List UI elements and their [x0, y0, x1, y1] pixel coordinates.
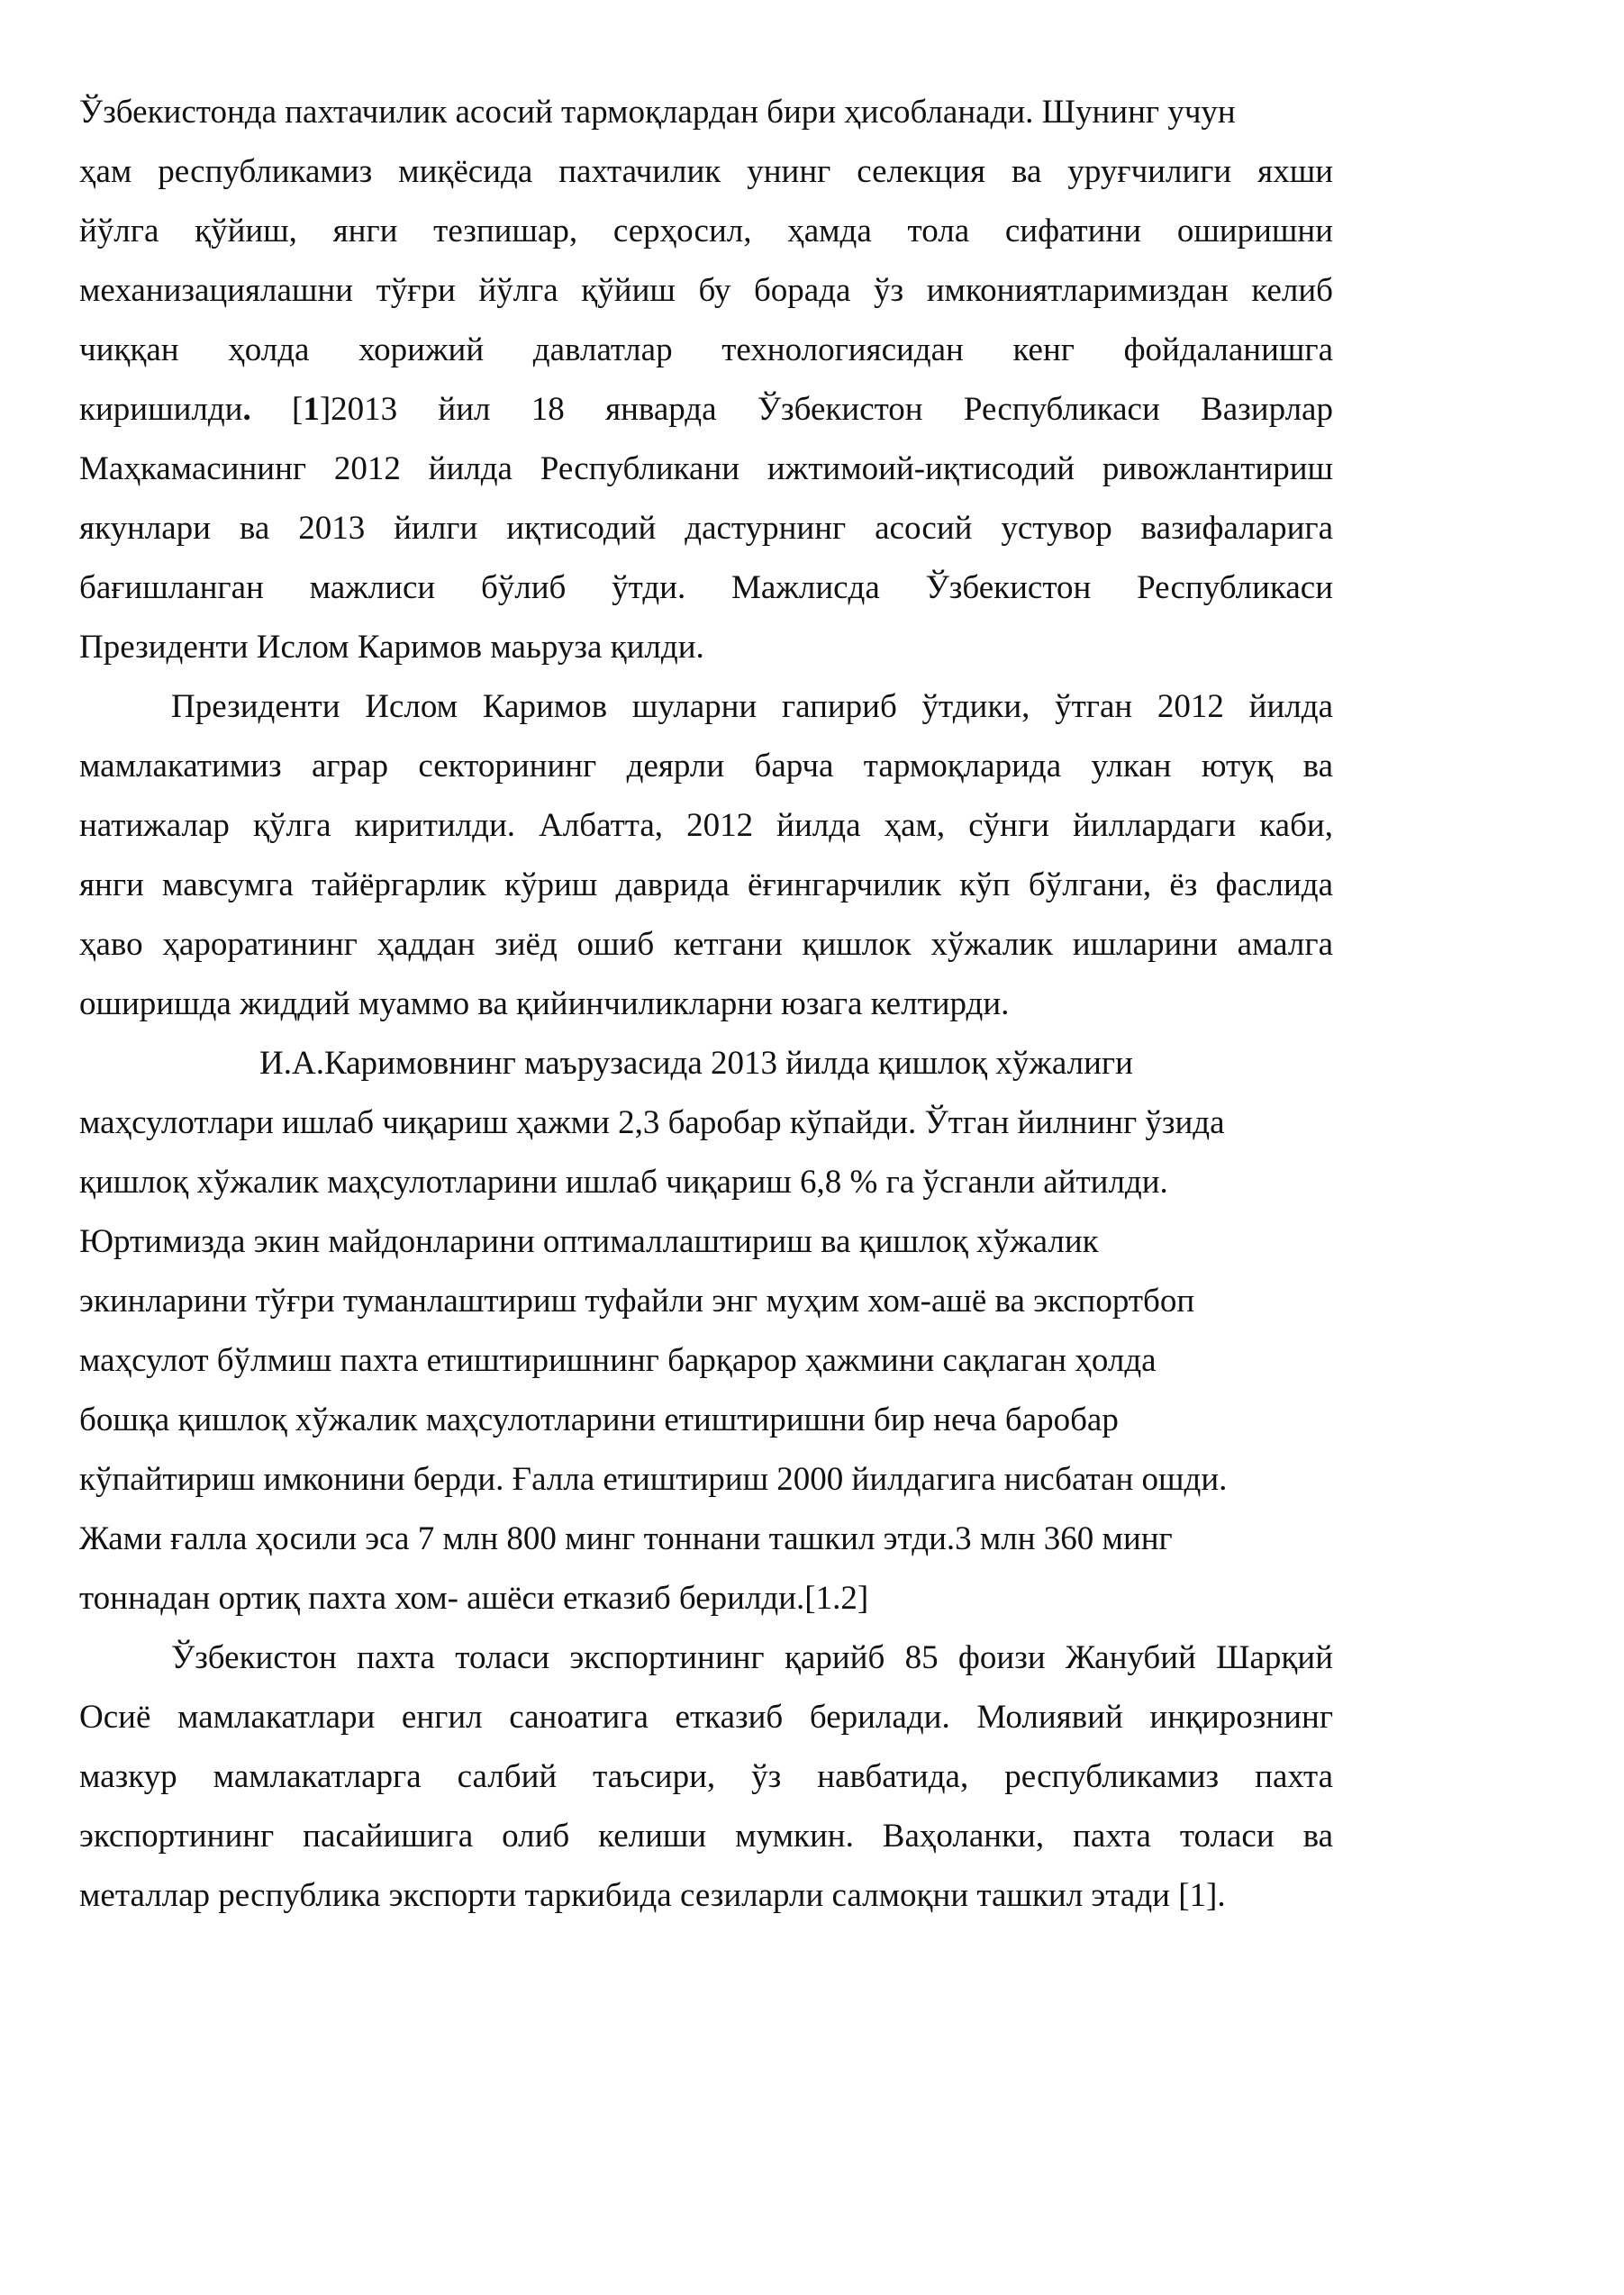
- text-line: қишлоқ хўжалик маҳсулотларини ишлаб чиқариш 6,8 % га ўсганли айтилди.: [79, 1164, 1168, 1201]
- text-line: кўпайтириш имконини берди. Ғалла етиштириш 2000 йилдагига нисбатан ошди.: [79, 1461, 1228, 1498]
- text-line: мамлакатимиз аграр секторининг деярли барча тармоқларида улкан ютуқ ва: [79, 748, 1333, 785]
- text-line: ҳам республикамиз миқёсида пахтачилик унинг селекция ва уруғчилиги яхши: [79, 153, 1333, 190]
- text-line: Маҳкамасининг 2012 йилда Республикани ижтимоий-иқтисодий ривожлантириш: [79, 450, 1333, 487]
- text-line: [79, 380, 1333, 440]
- text-line: бағишланган мажлиси бўлиб ўтди. Мажлисда Ўзбекистон Республикаси: [79, 569, 1333, 606]
- text-segment: ]2013 йил 18 январда Ўзбекистон Республикаси Вазирлар: [319, 391, 1333, 428]
- text-line: оширишда жиддий муаммо ва қийинчиликларни юзага келтирди.: [79, 985, 1010, 1022]
- text-line: И.А.Каримовнинг маърузасида 2013 йилда қишлоқ хўжалиги: [259, 1045, 1133, 1082]
- text-line: Ўзбекистон пахта толаси экспортининг қарийб 85 фоизи Жанубий Шарқий: [171, 1639, 1333, 1676]
- text-line: натижалар қўлга киритилди. Албатта, 2012 йилда ҳам, сўнги йиллардаги каби,: [79, 807, 1333, 844]
- text-line: якунлари ва 2013 йилги иқтисодий дастурнинг асосий устувор вазифаларига: [79, 510, 1333, 547]
- text-line: маҳсулот бўлмиш пахта етиштиришнинг барқарор ҳажмини сақлаган ҳолда: [79, 1342, 1157, 1379]
- text-line: бошқа қишлоқ хўжалик маҳсулотларини етиштиришни бир неча баробар: [79, 1401, 1119, 1438]
- text-line: Осиё мамлакатлари енгил саноатига етказиб берилади. Молиявий инқирознинг: [79, 1699, 1333, 1736]
- text-line: экспортининг пасайишига олиб келиши мумкин. Ваҳоланки, пахта толаси ва: [79, 1818, 1333, 1855]
- text-line: тоннадан ортиқ пахта хом- ашёси етказиб берилди.[1.2]: [79, 1580, 869, 1617]
- text-line: металлар республика экспорти таркибида сезиларли салмоқни ташкил этади [1].: [79, 1877, 1226, 1914]
- text-line: механизациялашни тўғри йўлга қўйиш бу борада ўз имкониятларимиздан келиб: [79, 272, 1333, 309]
- text-line: Жами ғалла ҳосили эса 7 млн 800 минг тоннани ташкил этди.3 млн 360 минг: [79, 1520, 1173, 1557]
- paragraph-4: [79, 1628, 1333, 1926]
- text-line: Президенти Ислом Каримов шуларни гапириб ўтдики, ўтган 2012 йилда: [171, 688, 1333, 725]
- paragraph-1: [79, 83, 1333, 677]
- text-segment: [: [250, 391, 304, 428]
- text-line: чиққан ҳолда хорижий давлатлар технологиясидан кенг фойдаланишга: [79, 331, 1333, 368]
- text-line: маҳсулотлари ишлаб чиқариш ҳажми 2,3 баробар кўпайди. Ўтган йилнинг ўзида: [79, 1104, 1225, 1141]
- paragraph-3: [79, 1034, 1333, 1628]
- text-line: Юртимизда экин майдонларини оптималлаштириш ва қишлоқ хўжалик: [79, 1223, 1099, 1260]
- text-line: экинларини тўғри туманлаштириш туфайли энг муҳим хом-ашё ва экспортбоп: [79, 1283, 1195, 1320]
- text-line: йўлга қўйиш, янги тезпишар, серҳосил, ҳамда тола сифатини оширишни: [79, 213, 1333, 249]
- text-line: Президенти Ислом Каримов маьруза қилди.: [79, 629, 704, 666]
- text-line: мазкур мамлакатларга салбий таъсири, ўз навбатида, республикамиз пахта: [79, 1758, 1333, 1795]
- bold-text: .: [242, 391, 251, 428]
- text-line: ҳаво ҳароратининг ҳаддан зиёд ошиб кетгани қишлок хўжалик ишларини амалга: [79, 926, 1333, 963]
- text-line: янги мавсумга тайёргарлик кўриш даврида ёғингарчилик кўп бўлгани, ёз фаслида: [79, 866, 1333, 903]
- document-body: [79, 83, 1333, 1926]
- paragraph-2: [79, 677, 1333, 1034]
- bold-text: 1: [303, 391, 320, 428]
- text-segment: киришилди: [79, 391, 243, 428]
- text-line: Ўзбекистонда пахтачилик асосий тармоқлардан бири ҳисобланади. Шунинг учун: [79, 94, 1236, 131]
